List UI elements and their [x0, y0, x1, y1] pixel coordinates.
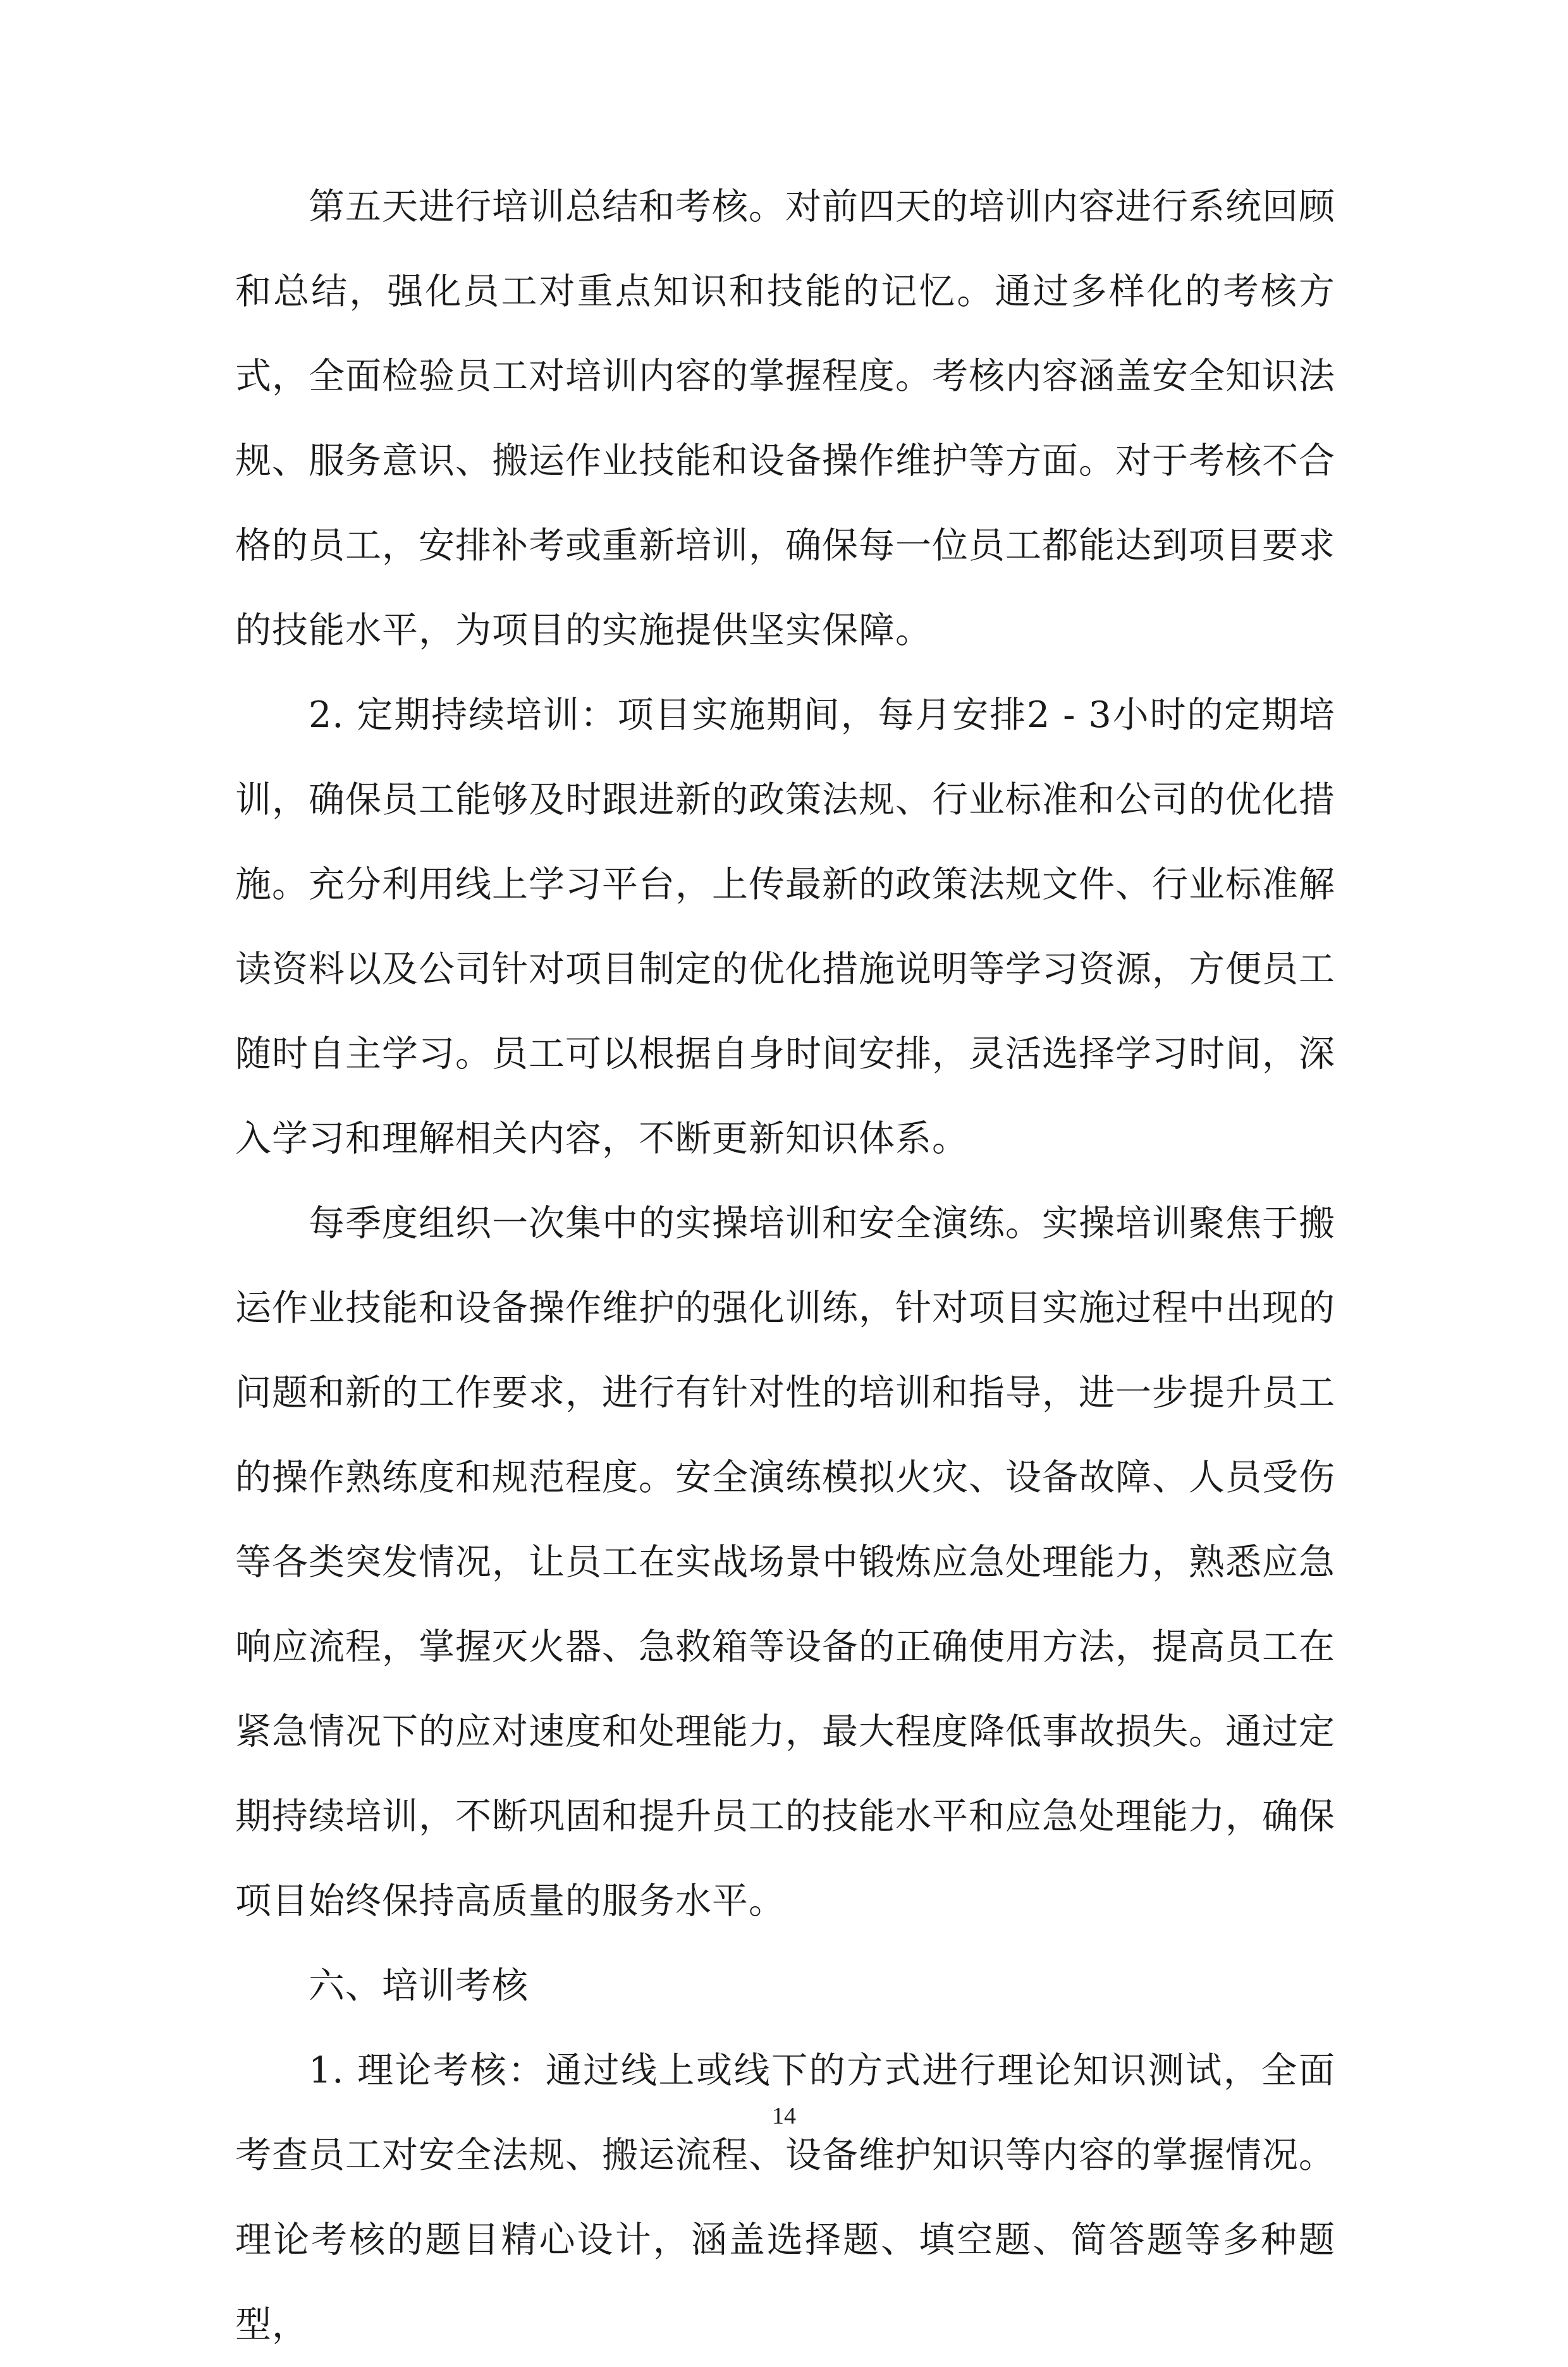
paragraph-quarterly-drill: 每季度组织一次集中的实操培训和安全演练。实操培训聚焦于搬运作业技能和设备操作维护的强化训练，针对项目实施过程中出现的问题和新的工作要求，进行有针对性的培训和指导，进一步提升员工的操作熟练度和规范程度。安全演练模拟火灾、设备故障、人员受伤等各类突发情况，让员工在实战场景中锻炼应急处理能力，熟悉应急响应流程，掌握灭火器、急救箱等设备的正确使用方法，提高员工在紧急情况下的应对速度和处理能力，最大程度降低事故损失。通过定期持续培训，不断巩固和提升员工的技能水平和应急处理能力，确保项目始终保持高质量的服务水平。	[235, 1202, 1335, 1922]
paragraph-theory-assessment: 1. 理论考核：通过线上或线下的方式进行理论知识测试，全面考查员工对安全法规、搬运流程、设备维护知识等内容的掌握情况。理论考核的题目精心设计，涵盖选择题、填空题、简答题等多种题型，	[235, 2050, 1335, 2346]
page-number: 14	[772, 2103, 796, 2129]
paragraph-training-day5-summary: 第五天进行培训总结和考核。对前四天的培训内容进行系统回顾和总结，强化员工对重点知识和技能的记忆。通过多样化的考核方式，全面检验员工对培训内容的掌握程度。考核内容涵盖安全知识法规、服务意识、搬运作业技能和设备操作维护等方面。对于考核不合格的员工，安排补考或重新培训，确保每一位员工都能达到项目要求的技能水平，为项目的实施提供坚实保障。	[235, 186, 1335, 651]
document-body	[235, 164, 1335, 2367]
section-heading-training-assessment: 六、培训考核	[309, 1965, 529, 2007]
paragraph-periodic-training: 2. 定期持续培训：项目实施期间，每月安排2 - 3小时的定期培训，确保员工能够及时跟进新的政策法规、行业标准和公司的优化措施。充分利用线上学习平台，上传最新的政策法规文件、行业标准解读资料以及公司针对项目制定的优化措施说明等学习资源，方便员工随时自主学习。员工可以根据自身时间安排，灵活选择学习时间，深入学习和理解相关内容，不断更新知识体系。	[235, 694, 1335, 1159]
